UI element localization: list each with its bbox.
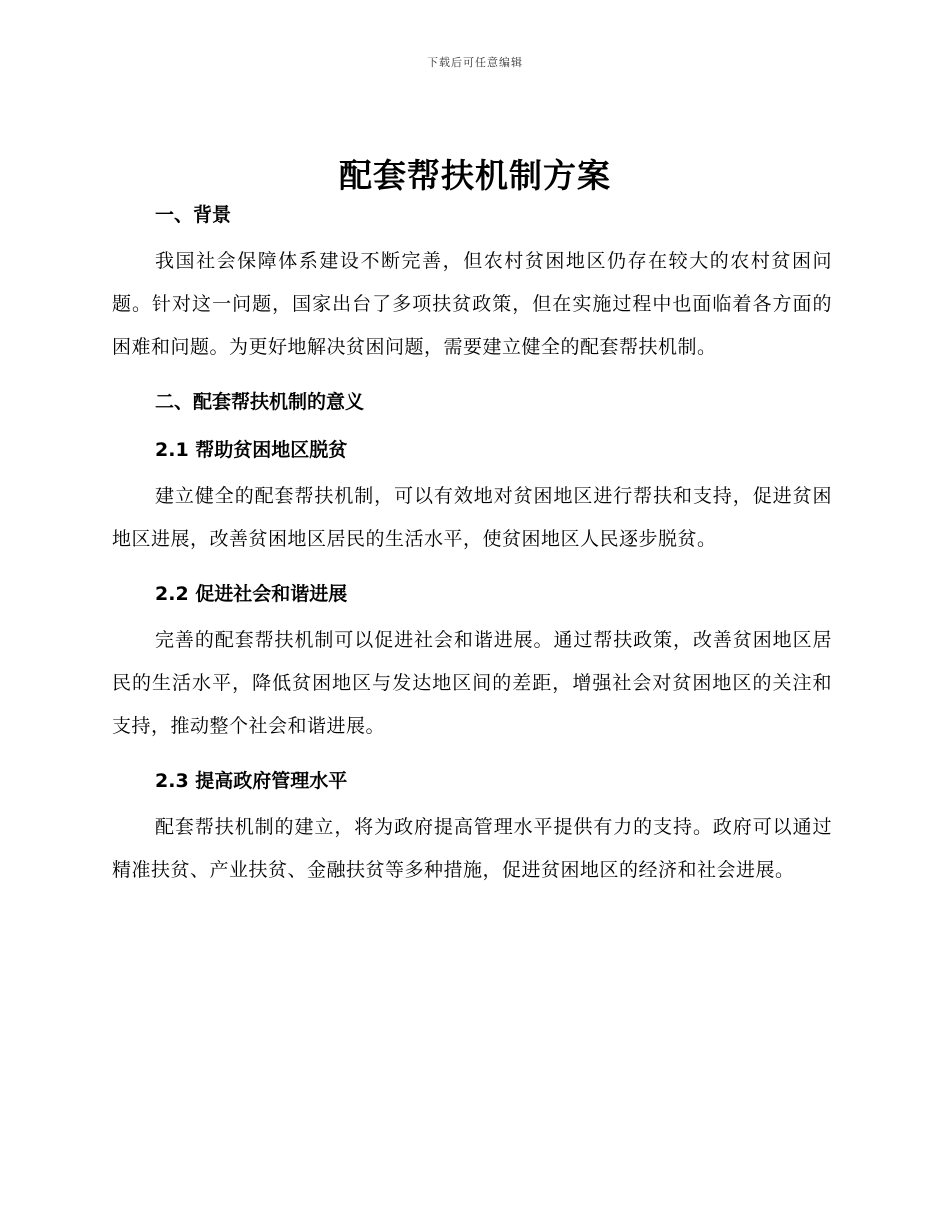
subsection-paragraph-2-3: 配套帮扶机制的建立，将为政府提高管理水平提供有力的支持。政府可以通过精准扶贫、产业扶贫、金融扶贫等多种措施，促进贫困地区的经济和社会进展。 bbox=[112, 816, 832, 881]
subsection-paragraph-2-1: 建立健全的配套帮扶机制，可以有效地对贫困地区进行帮扶和支持，促进贫困地区进展，改善贫困地区居民的生活水平，使贫困地区人民逐步脱贫。 bbox=[112, 485, 832, 550]
subsection-heading-2-3: 2.3 提高政府管理水平 bbox=[155, 770, 348, 792]
header-note: 下载后可任意编辑 bbox=[427, 56, 523, 69]
section-heading-significance: 二、配套帮扶机制的意义 bbox=[155, 391, 365, 413]
document-body bbox=[112, 200, 832, 892]
document-title: 配套帮扶机制方案 bbox=[339, 156, 611, 195]
section-paragraph-background: 我国社会保障体系建设不断完善，但农村贫困地区仍存在较大的农村贫困问题。针对这一问题，国家出台了多项扶贫政策，但在实施过程中也面临着各方面的困难和问题。为更好地解决贫困问题，需要建立健全的配套帮扶机制。 bbox=[112, 250, 832, 358]
section-heading-background: 一、背景 bbox=[155, 204, 232, 226]
subsection-heading-2-1: 2.1 帮助贫困地区脱贫 bbox=[155, 439, 348, 461]
subsection-heading-2-2: 2.2 促进社会和谐进展 bbox=[155, 583, 348, 605]
subsection-paragraph-2-2: 完善的配套帮扶机制可以促进社会和谐进展。通过帮扶政策，改善贫困地区居民的生活水平，降低贫困地区与发达地区间的差距，增强社会对贫困地区的关注和支持，推动整个社会和谐进展。 bbox=[112, 629, 832, 737]
